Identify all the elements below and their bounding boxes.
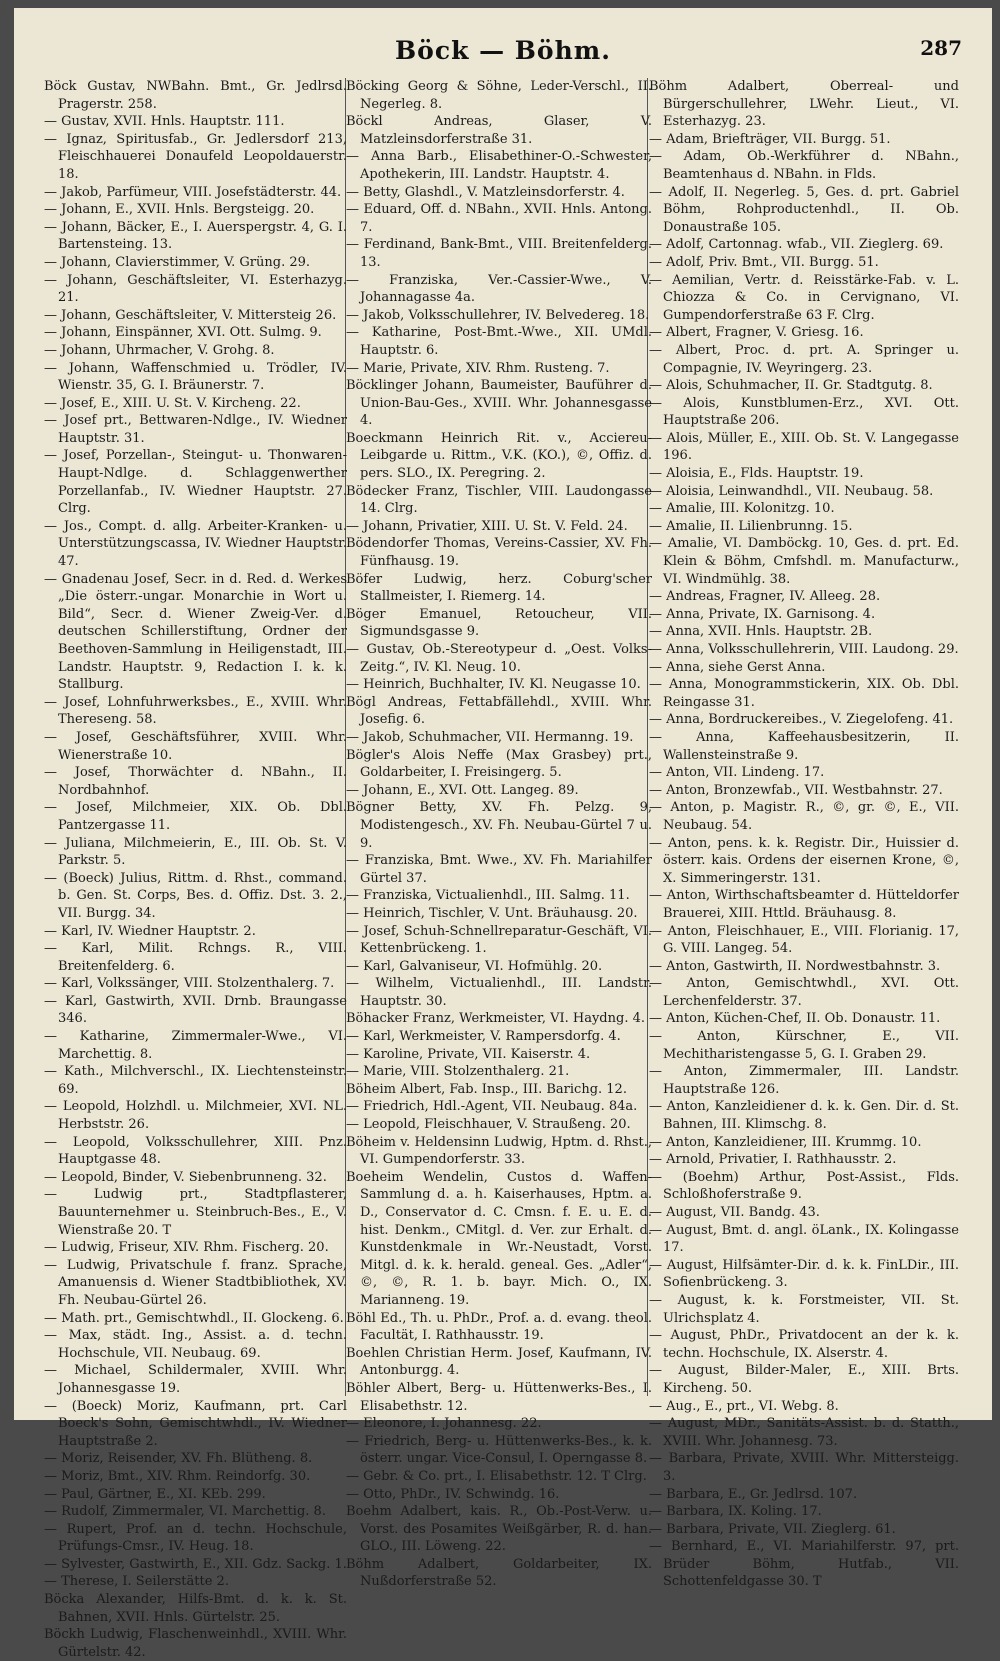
directory-entry: — Jos., Compt. d. allg. Arbeiter-Kranken- u. Unterstützungscassa, IV. Wiedner Hauptstr. 47. bbox=[44, 518, 347, 570]
directory-entry: — Gebr. & Co. prt., I. Elisabethstr. 12. T Clrg. bbox=[346, 1468, 647, 1484]
directory-entry: — Johann, Geschäftsleiter, V. Mittersteig 26. bbox=[44, 307, 337, 323]
directory-entry: Böhacker Franz, Werkmeister, VI. Haydng. 4. bbox=[346, 1011, 645, 1027]
directory-entry: Böheim v. Heldensinn Ludwig, Hptm. d. Rhst., VI. Gumpendorferstr. 33. bbox=[346, 1134, 652, 1168]
directory-entry: — Franziska, Ver.-Cassier-Wwe., V. Johannagasse 4a. bbox=[346, 272, 652, 306]
directory-entry: — Moriz, Reisender, XV. Fh. Blütheng. 8. bbox=[44, 1451, 313, 1467]
directory-entry: — Marie, VIII. Stolzenthalerg. 21. bbox=[346, 1064, 570, 1080]
directory-entry: — Eleonore, I. Johannesg. 22. bbox=[346, 1416, 542, 1432]
directory-entry: — Jakob, Volksschullehrer, IV. Belvedereg. 18. bbox=[346, 307, 650, 323]
directory-entry: Bödendorfer Thomas, Vereins-Cassier, XV. Fh. Fünfhausg. 19. bbox=[346, 536, 652, 570]
directory-entry: — August, k. k. Forstmeister, VII. St. Ulrichsplatz 4. bbox=[649, 1292, 959, 1326]
directory-entry: — Heinrich, Tischler, V. Unt. Bräuhausg. 20. bbox=[346, 905, 638, 921]
directory-entry: — Karl, Volkssänger, VIII. Stolzenthalerg. 7. bbox=[44, 976, 335, 992]
directory-entry: Böhler Albert, Berg- u. Hüttenwerks-Bes., I. Elisabethstr. 12. bbox=[346, 1380, 652, 1414]
directory-entry: — Leopold, Fleischhauer, V. Straußeng. 20. bbox=[346, 1117, 631, 1133]
directory-entry: — Anton, Küchen-Chef, II. Ob. Donaustr. 11. bbox=[649, 1011, 941, 1027]
directory-entry: — Rupert, Prof. an d. techn. Hochschule, Prüfungs-Cmsr., IV. Heug. 18. bbox=[44, 1521, 347, 1555]
directory-entry: — Paul, Gärtner, E., XI. KEb. 299. bbox=[44, 1486, 266, 1502]
directory-entry: — (Boeck) Julius, Rittm. d. Rhst., command. b. Gen. St. Corps, Bes. d. Offiz. Dst. 3. 2., VII. Burgg. 34. bbox=[44, 870, 347, 921]
directory-entry: — Gustav, Ob.-Stereotypeur d. „Oest. Volks-Zeitg.“, IV. Kl. Neug. 10. bbox=[346, 642, 652, 675]
directory-entry: — Math. prt., Gemischtwhdl., II. Glockeng. 6. bbox=[44, 1310, 344, 1326]
directory-entry: — Barbara, Private, VII. Zieglerg. 61. bbox=[649, 1521, 896, 1537]
directory-entry: — Max, städt. Ing., Assist. a. d. techn. Hochschule, VII. Neubaug. 69. bbox=[44, 1328, 347, 1361]
directory-entry: — Josef prt., Bettwaren-Ndlge., IV. Wiedner Hauptstr. 31. bbox=[44, 413, 347, 446]
page-header bbox=[14, 36, 992, 70]
directory-entry: Böhm Adalbert, Oberreal- und Bürgerschullehrer, LWehr. Lieut., VI. Esterhazyg. 23. bbox=[649, 79, 959, 130]
directory-entry: — Anna, Bordruckereibes., V. Ziegelofeng. 41. bbox=[649, 712, 954, 728]
directory-entry: — Adam, Briefträger, VII. Burgg. 51. bbox=[649, 131, 891, 147]
directory-entry: — Anna, Volksschullehrerin, VIII. Laudong. 29. bbox=[649, 642, 959, 657]
directory-entry: Boehlen Christian Herm. Josef, Kaufmann, IV. Antonburgg. 4. bbox=[346, 1345, 652, 1379]
directory-entry: — Alois, Schuhmacher, II. Gr. Stadtgutg. 8. bbox=[649, 378, 933, 394]
directory-entry: — August, MDr., Sanitäts-Assist. b. d. Statth., XVIII. Whr. Johannesg. 73. bbox=[649, 1416, 959, 1449]
directory-entry: — Juliana, Milchmeierin, E., III. Ob. St. V. Parkstr. 5. bbox=[44, 835, 347, 869]
directory-entry: — Ludwig, Privatschule f. franz. Sprache, Amanuensis d. Wiener Stadtbibliothek, XV. Fh. Neubau-Gürtel 26. bbox=[44, 1257, 347, 1308]
directory-entry: — Betty, Glashdl., V. Matzleinsdorferstr. 4. bbox=[346, 184, 625, 200]
directory-entry: — Karl, Milit. Rchngs. R., VIII. Breitenfelderg. 6. bbox=[44, 941, 347, 974]
directory-entry: — August, PhDr., Privatdocent an der k. k. techn. Hochschule, IX. Alserstr. 4. bbox=[649, 1328, 959, 1361]
directory-entry: — Amalie, III. Kolonitzg. 10. bbox=[649, 501, 835, 517]
directory-entry: — Anton, pens. k. k. Registr. Dir., Huissier d. österr. kais. Ordens der eisernen Krone, ©, X. Simmeringerstr. 131. bbox=[649, 835, 959, 886]
directory-entry: — Anna, Monogrammstickerin, XIX. Ob. Dbl. Reingasse 31. bbox=[649, 677, 959, 710]
directory-entry: — Aloisia, E., Flds. Hauptstr. 19. bbox=[649, 466, 864, 482]
directory-entry: — Anna, XVII. Hnls. Hauptstr. 2B. bbox=[649, 624, 873, 640]
directory-entry: — Wilhelm, Victualienhdl., III. Landstr. Hauptstr. 30. bbox=[346, 976, 652, 1009]
directory-entry: — Anton, Wirthschaftsbeamter d. Hütteldorfer Brauerei, XIII. Httld. Bräuhausg. 8. bbox=[649, 888, 959, 921]
directory-entry: — Leopold, Binder, V. Siebenbrunneng. 32. bbox=[44, 1169, 327, 1185]
directory-entry: — August, VII. Bandg. 43. bbox=[649, 1205, 820, 1220]
directory-entry: — Karl, Galvaniseur, VI. Hofmühlg. 20. bbox=[346, 958, 603, 974]
directory-entry: — Aemilian, Vertr. d. Reisstärke-Fab. v. L. Chiozza & Co. in Cervignano, VI. Gumpendorferstraße 63 F. Clrg. bbox=[649, 272, 959, 323]
directory-entry: — Anna Barb., Elisabethiner-O.-Schwester, Apothekerin, III. Landstr. Hauptstr. 4. bbox=[346, 149, 652, 182]
directory-entry: — Franziska, Bmt. Wwe., XV. Fh. Mariahilfer Gürtel 37. bbox=[346, 853, 652, 886]
directory-entry: — Anton, Fleischhauer, E., VIII. Florianig. 17, G. VIII. Langeg. 54. bbox=[649, 923, 959, 957]
directory-entry: — Friedrich, Hdl.-Agent, VII. Neubaug. 84a. bbox=[346, 1099, 638, 1115]
directory-entry: Bödecker Franz, Tischler, VIII. Laudongasse 14. Clrg. bbox=[346, 483, 652, 517]
directory-entry: Boeckmann Heinrich Rit. v., Acciereu-Leibgarde u. Rittm., V.K. (KO.), ©, Offiz. d. pers. SLO., IX. Peregring. 2. bbox=[346, 430, 652, 482]
directory-entry: — Johann, Uhrmacher, V. Grohg. 8. bbox=[44, 342, 275, 358]
directory-entry: — Jakob, Schuhmacher, VII. Hermanng. 19. bbox=[346, 729, 634, 745]
directory-entry: — Therese, I. Seilerstätte 2. bbox=[44, 1574, 229, 1590]
directory-entry: — Heinrich, Buchhalter, IV. Kl. Neugasse 10. bbox=[346, 677, 641, 693]
directory-entry: — Johann, Clavierstimmer, V. Grüng. 29. bbox=[44, 254, 311, 270]
directory-entry: — Leopold, Holzhdl. u. Milchmeier, XVI. NL. Herbststr. 26. bbox=[44, 1099, 347, 1133]
directory-entry: — Otto, PhDr., IV. Schwindg. 16. bbox=[346, 1486, 560, 1502]
directory-entry: — Johann, E., XVII. Hnls. Bergsteigg. 20. bbox=[44, 202, 315, 218]
directory-entry: — Alois, Kunstblumen-Erz., XVI. Ott. Hauptstraße 206. bbox=[649, 395, 959, 429]
directory-entry: — Karl, IV. Wiedner Hauptstr. 2. bbox=[44, 923, 256, 939]
directory-entry: — Johann, Bäcker, E., I. Auerspergstr. 4, G. I. Bartensteing. 13. bbox=[44, 219, 347, 253]
directory-entry: — Amalie, II. Lilienbrunng. 15. bbox=[649, 518, 853, 534]
directory-entry: Böfer Ludwig, herz. Coburg'scher Stallmeister, I. Riemerg. 14. bbox=[346, 571, 652, 605]
directory-entry: — Johann, Geschäftsleiter, VI. Esterhazyg. 21. bbox=[44, 272, 347, 306]
directory-entry: — Adam, Ob.-Werkführer d. NBahn., Beamtenhaus d. NBahn. in Flds. bbox=[649, 149, 959, 182]
directory-entry: — Josef, Geschäftsführer, XVIII. Whr. Wienerstraße 10. bbox=[44, 729, 347, 763]
directory-entry: — Josef, Schuh-Schnellreparatur-Geschäft, VI. Kettenbrückeng. 1. bbox=[346, 923, 652, 957]
directory-entry: — Anton, Kanzleidiener d. k. k. Gen. Dir. d. St. Bahnen, III. Klimschg. 8. bbox=[649, 1099, 959, 1133]
directory-entry: — Arnold, Privatier, I. Rathhausstr. 2. bbox=[649, 1152, 897, 1168]
directory-entry: — Johann, Waffenschmied u. Trödler, IV. Wienstr. 35, G. I. Bräunerstr. 7. bbox=[44, 360, 347, 394]
directory-entry: — Ludwig prt., Stadtpflasterer, Bauunternehmer u. Steinbruch-Bes., E., V. Wienstraße 20. T bbox=[44, 1187, 347, 1238]
directory-entry: Boeheim Wendelin, Custos d. Waffen-Sammlung d. a. h. Kaiserhauses, Hptm. a. D., Conservator d. C. Cmsn. f. E. u. E. d. hist. Denkm., CMitgl. d. Ver. zur Erhalt. d. Kunstdenkmale in Wr.-Neustadt, Vorst. Mitgl. d. k. k. herald. geneal. Ges. „Adler“, ©, ©, R. 1. b. bayr. Mich. O., IX. Marianneng. 19. bbox=[346, 1169, 652, 1308]
directory-entry: Böckh Ludwig, Flaschenweinhdl., XVIII. Whr. Gürtelstr. 42. bbox=[44, 1627, 347, 1660]
directory-entry: — Ferdinand, Bank-Bmt., VIII. Breitenfelderg. 13. bbox=[346, 237, 652, 270]
directory-entry: — Anton, Gemischtwhdl., XVI. Ott. Lerchenfelderstr. 37. bbox=[649, 976, 959, 1009]
directory-entry: Böckl Andreas, Glaser, V. Matzleinsdorferstraße 31. bbox=[346, 114, 652, 147]
directory-entry: — Kath., Milchverschl., IX. Liechtensteinstr. 69. bbox=[44, 1064, 347, 1097]
directory-entry: — Bernhard, E., VI. Mariahilferstr. 97, prt. Brüder Böhm, Hutfab., VII. Schottenfeldgasse 30. T bbox=[649, 1539, 959, 1590]
directory-entry: — Leopold, Volksschullehrer, XIII. Pnz. Hauptgasse 48. bbox=[44, 1134, 347, 1168]
directory-entry: — Anton, Zimmermaler, III. Landstr. Hauptstraße 126. bbox=[649, 1064, 959, 1097]
directory-entry: — Adolf, Priv. Bmt., VII. Burgg. 51. bbox=[649, 254, 879, 270]
directory-entry: — Anton, Kanzleidiener, III. Krummg. 10. bbox=[649, 1134, 922, 1150]
directory-entry: — Johann, E., XVI. Ott. Langeg. 89. bbox=[346, 782, 579, 798]
directory-entry: — Ludwig, Friseur, XIV. Rhm. Fischerg. 20. bbox=[44, 1240, 329, 1256]
directory-entry: — Gnadenau Josef, Secr. in d. Red. d. Werkes „Die österr.-ungar. Monarchie in Wort u. Bild“, Secr. d. Wiener Zweig-Ver. d. deutschen Schillerstiftung, Ordner der Beethoven-Sammlung in Heiligenstadt, III. Landstr. Hauptstr. 9, Redaction I. k. k. Stallburg. bbox=[44, 571, 347, 693]
directory-entry: — Sylvester, Gastwirth, E., XII. Gdz. Sackg. 1. bbox=[44, 1556, 347, 1572]
directory-entry: — Amalie, VI. Damböckg. 10, Ges. d. prt. Ed. Klein & Böhm, Cmfshdl. m. Manufacturw., VI. Windmühlg. 38. bbox=[649, 536, 959, 587]
directory-entry: — Rudolf, Zimmermaler, VI. Marchettig. 8. bbox=[44, 1504, 326, 1520]
directory-entry: — August, Hilfsämter-Dir. d. k. k. FinLDir., III. Sofienbrückeng. 3. bbox=[649, 1257, 959, 1291]
directory-entry: Böger Emanuel, Retoucheur, VII. Sigmundsgasse 9. bbox=[346, 606, 652, 640]
column-3 bbox=[649, 78, 959, 1590]
directory-entry: — Anton, Bronzewfab., VII. Westbahnstr. 27. bbox=[649, 782, 943, 798]
directory-entry: — August, Bmt. d. angl. öLank., IX. Kolingasse 17. bbox=[649, 1222, 959, 1256]
directory-entry: — Marie, Private, XIV. Rhm. Rusteng. 7. bbox=[346, 360, 610, 376]
directory-entry: — (Boehm) Arthur, Post-Assist., Flds. Schloßhoferstraße 9. bbox=[649, 1169, 959, 1203]
page-number: 287 bbox=[920, 36, 962, 60]
directory-entry: — Adolf, Cartonnag. wfab., VII. Zieglerg. 69. bbox=[649, 237, 944, 253]
directory-entry: — Karl, Gastwirth, XVII. Drnb. Braungasse 346. bbox=[44, 993, 347, 1027]
page-title: Böck — Böhm. bbox=[395, 36, 611, 65]
directory-entry: — Franziska, Victualienhdl., III. Salmg. 11. bbox=[346, 888, 630, 904]
directory-entry: — Josef, Thorwächter d. NBahn., II. Nordbahnhof. bbox=[44, 765, 347, 798]
directory-entry: Bögner Betty, XV. Fh. Pelzg. 9, Modistengesch., XV. Fh. Neubau-Gürtel 7 u. 9. bbox=[346, 800, 652, 851]
directory-entry: — Barbara, Private, XVIII. Whr. Mittersteigg. 3. bbox=[649, 1451, 959, 1484]
directory-entry: — Barbara, IX. Koling. 17. bbox=[649, 1504, 822, 1520]
directory-entry: — Ignaz, Spiritusfab., Gr. Jedlersdorf 213, Fleischhauerei Donaufeld Leopoldauerstr. 18. bbox=[44, 131, 347, 182]
directory-entry: — Barbara, E., Gr. Jedlrsd. 107. bbox=[649, 1486, 858, 1502]
directory-entry: Böcka Alexander, Hilfs-Bmt. d. k. k. St. Bahnen, XVII. Hnls. Gürtelstr. 25. bbox=[44, 1592, 347, 1625]
directory-entry: — Eduard, Off. d. NBahn., XVII. Hnls. Antong. 7. bbox=[346, 202, 652, 235]
directory-entry: — Anton, Gastwirth, II. Nordwestbahnstr. 3. bbox=[649, 958, 941, 974]
directory-entry: Böcklinger Johann, Baumeister, Bauführer d. Union-Bau-Ges., XVIII. Whr. Johannesgasse 4. bbox=[346, 378, 652, 429]
column-1 bbox=[44, 78, 347, 1660]
directory-entry: Bögler's Alois Neffe (Max Grasbey) prt., Goldarbeiter, I. Freisingerg. 5. bbox=[346, 747, 652, 781]
directory-entry: — Josef, Milchmeier, XIX. Ob. Dbl. Pantzergasse 11. bbox=[44, 800, 347, 833]
directory-entry: — Johann, Einspänner, XVI. Ott. Sulmg. 9. bbox=[44, 325, 322, 341]
directory-entry: — Gustav, XVII. Hnls. Hauptstr. 111. bbox=[44, 114, 285, 130]
directory-entry: — Aloisia, Leinwandhdl., VII. Neubaug. 58. bbox=[649, 483, 934, 499]
directory-entry: — Albert, Proc. d. prt. A. Springer u. Compagnie, IV. Weyringerg. 23. bbox=[649, 342, 959, 376]
directory-entry: Bögl Andreas, Fettabfällehdl., XVIII. Whr. Josefig. 6. bbox=[346, 694, 652, 728]
directory-entry: — Anna, Private, IX. Garnisong. 4. bbox=[649, 606, 876, 622]
directory-entry: — Anton, p. Magistr. R., ©, gr. ©, E., VII. Neubaug. 54. bbox=[649, 800, 959, 833]
directory-entry: — (Boeck) Moriz, Kaufmann, prt. Carl Boeck's Sohn, Gemischtwhdl., IV. Wiedner Hauptstraße 2. bbox=[44, 1398, 347, 1449]
directory-page bbox=[14, 8, 992, 1660]
directory-entry: — Andreas, Fragner, IV. Alleeg. 28. bbox=[649, 589, 881, 605]
directory-entry: Boehm Adalbert, kais. R., Ob.-Post-Verw. u. Vorst. des Posamites Weißgärber, R. d. han. GLO., III. Löweng. 22. bbox=[346, 1504, 652, 1555]
column-2 bbox=[346, 78, 652, 1590]
directory-entry: Böhl Ed., Th. u. PhDr., Prof. a. d. evang. theol. Facultät, I. Rathhausstr. 19. bbox=[346, 1310, 652, 1344]
directory-entry: — Karoline, Private, VII. Kaiserstr. 4. bbox=[346, 1046, 591, 1062]
directory-entry: — Josef, Porzellan-, Steingut- u. Thonwaren-Haupt-Ndlge. d. Schlaggenwerther Porzellanfab., IV. Wiedner Hauptstr. 27. Clrg. bbox=[44, 448, 347, 517]
directory-entry: — Aug., E., prt., VI. Webg. 8. bbox=[649, 1398, 839, 1414]
directory-entry: — Anna, Kaffeehausbesitzerin, II. Wallensteinstraße 9. bbox=[649, 729, 959, 763]
directory-entry: Böck Gustav, NWBahn. Bmt., Gr. Jedlrsd. Pragerstr. 258. bbox=[44, 79, 347, 112]
directory-entry: — Jakob, Parfümeur, VIII. Josefstädterstr. 44. bbox=[44, 184, 342, 200]
directory-entry: — Katharine, Post-Bmt.-Wwe., XII. UMdl. Hauptstr. 6. bbox=[346, 325, 652, 358]
directory-entry: — Karl, Werkmeister, V. Rampersdorfg. 4. bbox=[346, 1029, 621, 1045]
directory-entry: — Josef, E., XIII. U. St. V. Kircheng. 22. bbox=[44, 395, 301, 411]
directory-entry: — Adolf, II. Negerleg. 5, Ges. d. prt. Gabriel Böhm, Rohproductenhdl., II. Ob. Donaustraße 105. bbox=[649, 184, 959, 235]
directory-entry: — Anton, VII. Lindeng. 17. bbox=[649, 765, 825, 781]
directory-entry: Böcking Georg & Söhne, Leder-Verschl., II. Negerleg. 8. bbox=[346, 79, 652, 112]
directory-entry: — Johann, Privatier, XIII. U. St. V. Feld. 24. bbox=[346, 518, 628, 534]
directory-entry: — Josef, Lohnfuhrwerksbes., E., XVIII. Whr. Thereseng. 58. bbox=[44, 694, 347, 728]
directory-entry: — Katharine, Zimmermaler-Wwe., VI. Marchettig. 8. bbox=[44, 1029, 347, 1062]
directory-entry: — Michael, Schildermaler, XVIII. Whr. Johannesgasse 19. bbox=[44, 1363, 347, 1396]
directory-entry: — Albert, Fragner, V. Griesg. 16. bbox=[649, 325, 864, 341]
directory-entry: Böhm Adalbert, Goldarbeiter, IX. Nußdorferstraße 52. bbox=[346, 1556, 652, 1590]
directory-entry: — August, Bilder-Maler, E., XIII. Brts. Kircheng. 50. bbox=[649, 1363, 959, 1396]
directory-entry: Böheim Albert, Fab. Insp., III. Barichg. 12. bbox=[346, 1081, 627, 1097]
directory-entry: — Moriz, Bmt., XIV. Rhm. Reindorfg. 30. bbox=[44, 1468, 311, 1484]
directory-entry: — Alois, Müller, E., XIII. Ob. St. V. Langegasse 196. bbox=[649, 430, 959, 464]
directory-entry: — Anton, Kürschner, E., VII. Mechitharistengasse 5, G. I. Graben 29. bbox=[649, 1029, 959, 1062]
directory-entry: — Friedrich, Berg- u. Hüttenwerks-Bes., k. k. österr. ungar. Vice-Consul, I. Operngasse 8. bbox=[346, 1433, 652, 1467]
directory-entry: — Anna, siehe Gerst Anna. bbox=[649, 659, 826, 675]
